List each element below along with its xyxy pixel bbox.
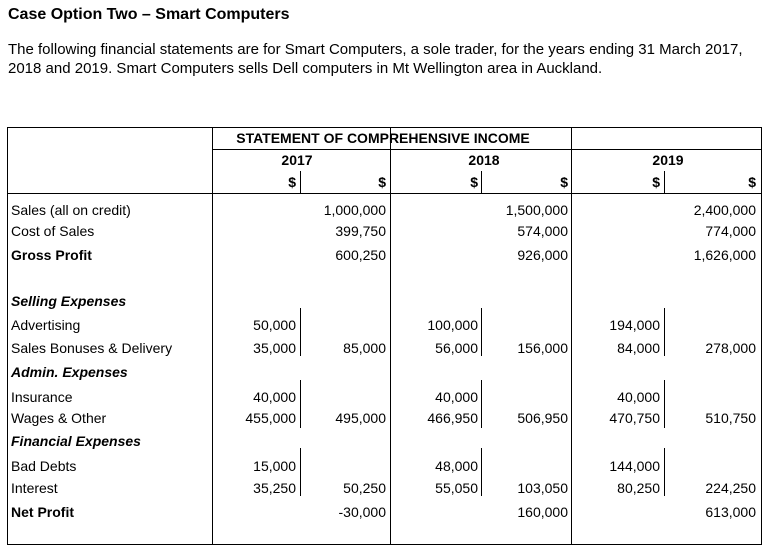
row-label: Sales Bonuses & Delivery <box>11 340 173 356</box>
column-rule <box>664 171 665 193</box>
amount-cell: 15,000 <box>253 458 296 474</box>
row-label: Selling Expenses <box>11 293 127 309</box>
column-rule <box>664 380 665 428</box>
amount-cell: 55,050 <box>435 480 478 496</box>
year-header-2017: 2017 <box>281 152 313 168</box>
amount-cell: 160,000 <box>517 504 568 520</box>
amount-cell: 510,750 <box>705 410 756 426</box>
currency-label: $ <box>288 174 296 190</box>
column-rule <box>300 448 301 496</box>
rule-line <box>8 193 762 194</box>
column-rule <box>481 308 482 356</box>
currency-label: $ <box>378 174 386 190</box>
row-label: Financial Expenses <box>11 433 141 449</box>
column-rule <box>571 171 572 193</box>
column-rule <box>300 308 301 356</box>
currency-label: $ <box>560 174 568 190</box>
amount-cell: 399,750 <box>335 223 386 239</box>
amount-cell: 194,000 <box>609 317 660 333</box>
statement-heading: STATEMENT OF COMPREHENSIVE INCOME <box>236 130 530 146</box>
amount-cell: 100,000 <box>427 317 478 333</box>
row-label: Advertising <box>11 317 81 333</box>
rule-line <box>212 149 762 150</box>
column-rule <box>481 171 482 193</box>
column-rule <box>481 380 482 428</box>
page-title: Case Option Two – Smart Computers <box>8 6 290 23</box>
amount-cell: 35,250 <box>253 480 296 496</box>
amount-cell: 156,000 <box>517 340 568 356</box>
row-label: Gross Profit <box>11 247 92 263</box>
column-rule <box>212 128 213 545</box>
amount-cell: 774,000 <box>705 223 756 239</box>
amount-cell: 2,400,000 <box>693 202 756 218</box>
amount-cell: 574,000 <box>517 223 568 239</box>
column-rule <box>664 448 665 496</box>
column-rule <box>481 448 482 496</box>
column-rule <box>300 380 301 428</box>
currency-label: $ <box>748 174 756 190</box>
amount-cell: 48,000 <box>435 458 478 474</box>
amount-cell: 613,000 <box>705 504 756 520</box>
amount-cell: 40,000 <box>617 389 660 405</box>
amount-cell: 466,950 <box>427 410 478 426</box>
amount-cell: 600,250 <box>335 247 386 263</box>
column-rule <box>571 194 572 264</box>
amount-cell: 1,500,000 <box>505 202 568 218</box>
amount-cell: 506,950 <box>517 410 568 426</box>
amount-cell: 224,250 <box>705 480 756 496</box>
currency-label: $ <box>470 174 478 190</box>
amount-cell: 80,250 <box>617 480 660 496</box>
column-rule <box>664 308 665 356</box>
row-label: Insurance <box>11 389 73 405</box>
amount-cell: 40,000 <box>435 389 478 405</box>
row-label: Interest <box>11 480 58 496</box>
row-label: Admin. Expenses <box>11 364 128 380</box>
amount-cell: 85,000 <box>343 340 386 356</box>
row-label: Net Profit <box>11 504 74 520</box>
row-label: Sales (all on credit) <box>11 202 131 218</box>
amount-cell: 84,000 <box>617 340 660 356</box>
row-label: Bad Debts <box>11 458 77 474</box>
income-statement-table <box>7 127 762 545</box>
row-label: Wages & Other <box>11 410 107 426</box>
year-header-2018: 2018 <box>468 152 500 168</box>
amount-cell: 278,000 <box>705 340 756 356</box>
amount-cell: 1,000,000 <box>323 202 386 218</box>
amount-cell: 455,000 <box>245 410 296 426</box>
amount-cell: 103,050 <box>517 480 568 496</box>
year-header-2019: 2019 <box>652 152 684 168</box>
column-rule <box>390 171 391 193</box>
amount-cell: 926,000 <box>517 247 568 263</box>
intro-paragraph: The following financial statements are for Smart Computers, a sole trader, for the years ending 31 March 2017, 2018 and 2019. Smart Computers sells Dell computers in Mt Wellington area in Auckland. <box>8 41 743 77</box>
amount-cell: 144,000 <box>609 458 660 474</box>
row-label: Cost of Sales <box>11 223 95 239</box>
currency-label: $ <box>652 174 660 190</box>
amount-cell: 1,626,000 <box>693 247 756 263</box>
column-rule <box>300 171 301 193</box>
column-rule <box>390 194 391 264</box>
amount-cell: -30,000 <box>338 504 386 520</box>
amount-cell: 495,000 <box>335 410 386 426</box>
amount-cell: 35,000 <box>253 340 296 356</box>
amount-cell: 50,000 <box>253 317 296 333</box>
amount-cell: 50,250 <box>343 480 386 496</box>
amount-cell: 40,000 <box>253 389 296 405</box>
amount-cell: 470,750 <box>609 410 660 426</box>
amount-cell: 56,000 <box>435 340 478 356</box>
